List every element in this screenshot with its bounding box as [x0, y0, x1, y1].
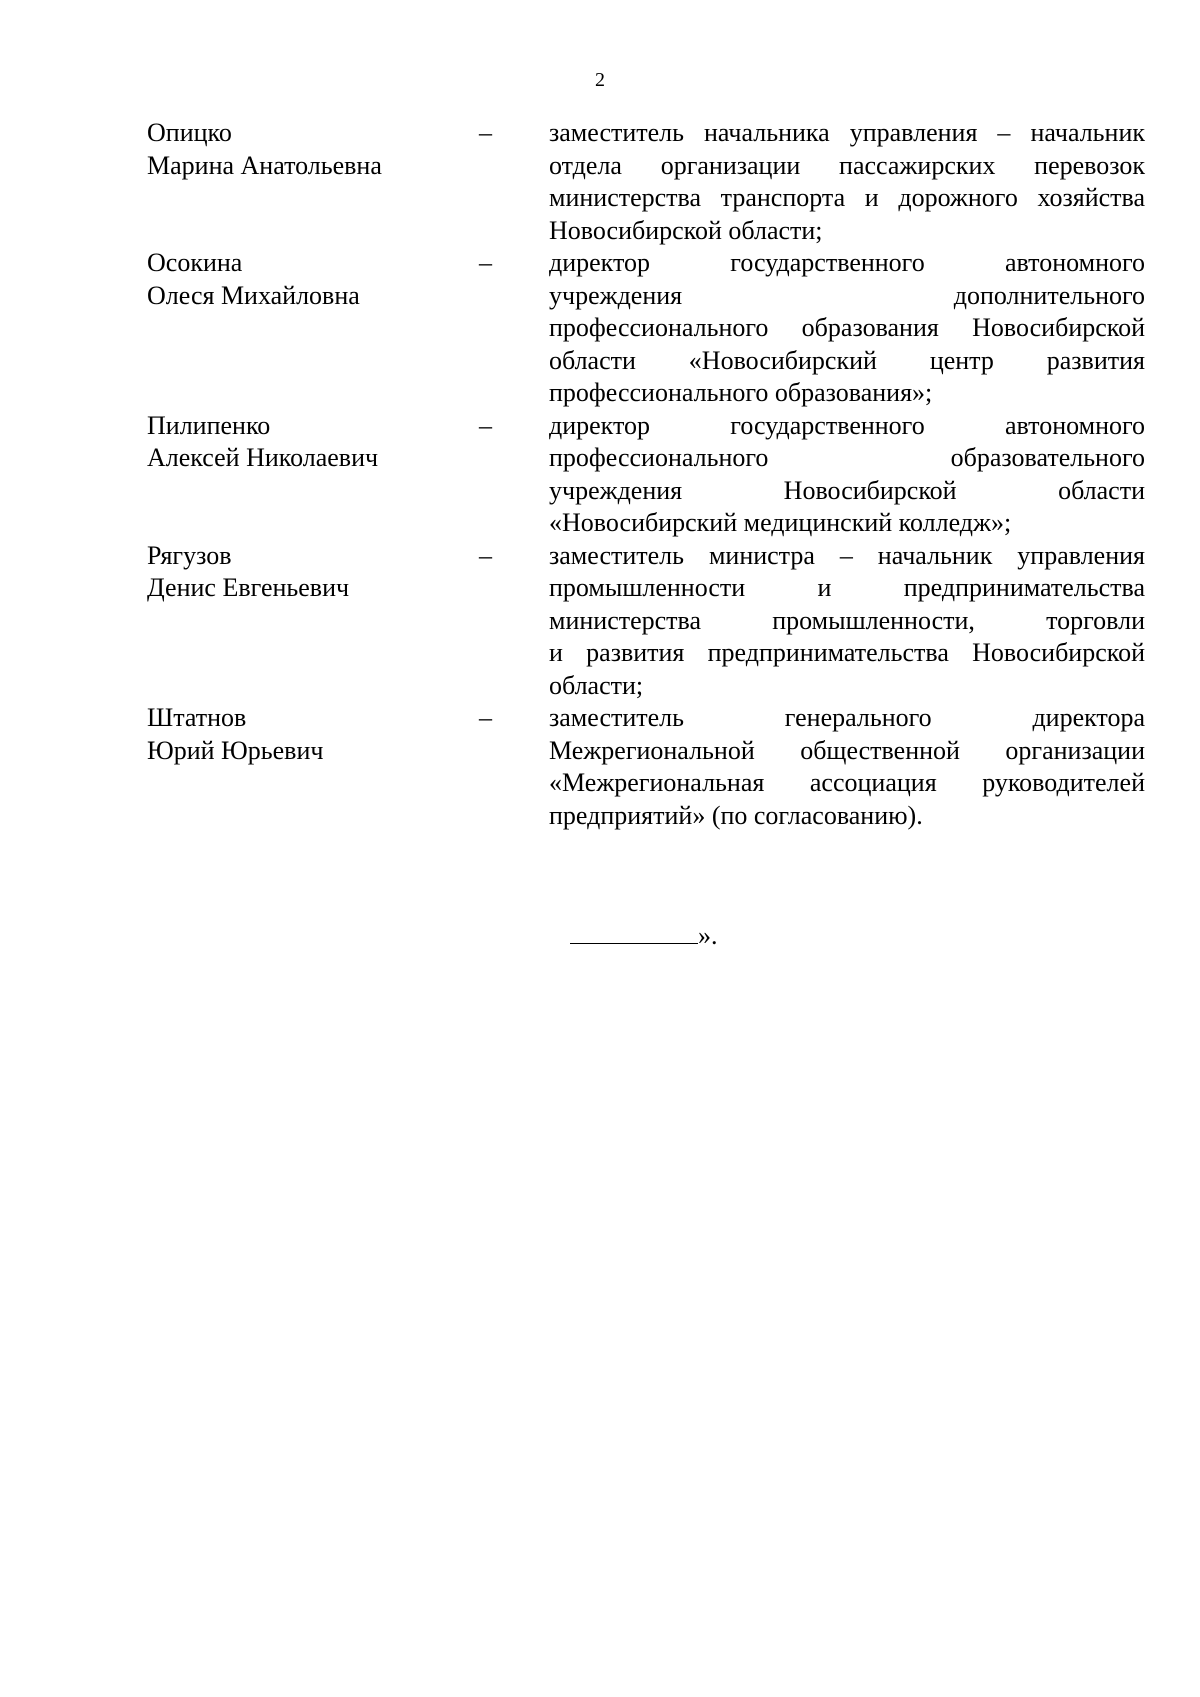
member-surname: Пилипенко [147, 410, 271, 440]
member-surname: Рягузов [147, 540, 232, 570]
member-given-names: Олеся Михайловна [147, 280, 360, 310]
member-position [549, 410, 1145, 540]
dash-separator: – [479, 118, 492, 147]
position-line: предприятий» (по согласованию). [549, 800, 923, 830]
member-entry [147, 540, 1145, 703]
position-line: области; [549, 670, 644, 700]
position-line: профессионального образовательного [549, 443, 1145, 472]
position-line: директор государственного автономного [549, 248, 1145, 277]
dash-separator: – [479, 540, 492, 570]
member-entry [147, 410, 1145, 540]
position-line: Новосибирской области; [549, 215, 823, 245]
position-line: учреждения Новосибирской области [549, 475, 1145, 505]
position-line: «Новосибирский медицинский колледж»; [549, 508, 1012, 537]
member-position [549, 702, 1145, 832]
closing-quote: ». [698, 921, 718, 950]
member-entry [147, 247, 1145, 410]
position-line: заместитель министра – начальник управления [549, 540, 1145, 570]
position-line: заместитель начальника управления – начальник [549, 118, 1145, 147]
position-line: Межрегиональной общественной организации [549, 735, 1145, 765]
position-line: «Межрегиональная ассоциация руководителей [549, 768, 1145, 797]
page-number: 2 [595, 69, 605, 91]
member-list [147, 117, 1145, 832]
member-full-name [147, 410, 477, 475]
member-given-names: Алексей Николаевич [147, 443, 379, 472]
member-given-names: Денис Евгеньевич [147, 573, 350, 602]
signature-underline [570, 921, 698, 944]
position-line: профессионального образования»; [549, 378, 933, 407]
position-line: директор государственного автономного [549, 410, 1145, 440]
member-full-name [147, 117, 477, 182]
position-line: учреждения дополнительного [549, 280, 1145, 310]
member-full-name [147, 247, 477, 312]
closing-mark [570, 920, 718, 952]
member-position [549, 540, 1145, 703]
member-position [549, 117, 1145, 247]
member-entry [147, 702, 1145, 832]
member-surname: Штатнов [147, 703, 247, 732]
member-given-names: Марина Анатольевна [147, 150, 382, 180]
position-line: профессионального образования Новосибирской [549, 313, 1145, 342]
dash-separator: – [479, 248, 492, 277]
position-line: и развития предпринимательства Новосибирской [549, 638, 1145, 667]
dash-separator: – [479, 703, 492, 732]
member-surname: Опицко [147, 118, 232, 147]
member-entry [147, 117, 1145, 247]
member-full-name [147, 702, 477, 767]
member-given-names: Юрий Юрьевич [147, 735, 324, 765]
position-line: министерства промышленности, торговли [549, 605, 1145, 635]
member-surname: Осокина [147, 248, 243, 277]
position-line: отдела организации пассажирских перевозок [549, 150, 1145, 180]
member-full-name [147, 540, 477, 605]
position-line: области «Новосибирский центр развития [549, 345, 1145, 375]
position-line: министерства транспорта и дорожного хозяйства [549, 183, 1145, 212]
member-position [549, 247, 1145, 410]
dash-separator: – [479, 410, 492, 440]
position-line: промышленности и предпринимательства [549, 573, 1145, 602]
position-line: заместитель генерального директора [549, 703, 1145, 732]
